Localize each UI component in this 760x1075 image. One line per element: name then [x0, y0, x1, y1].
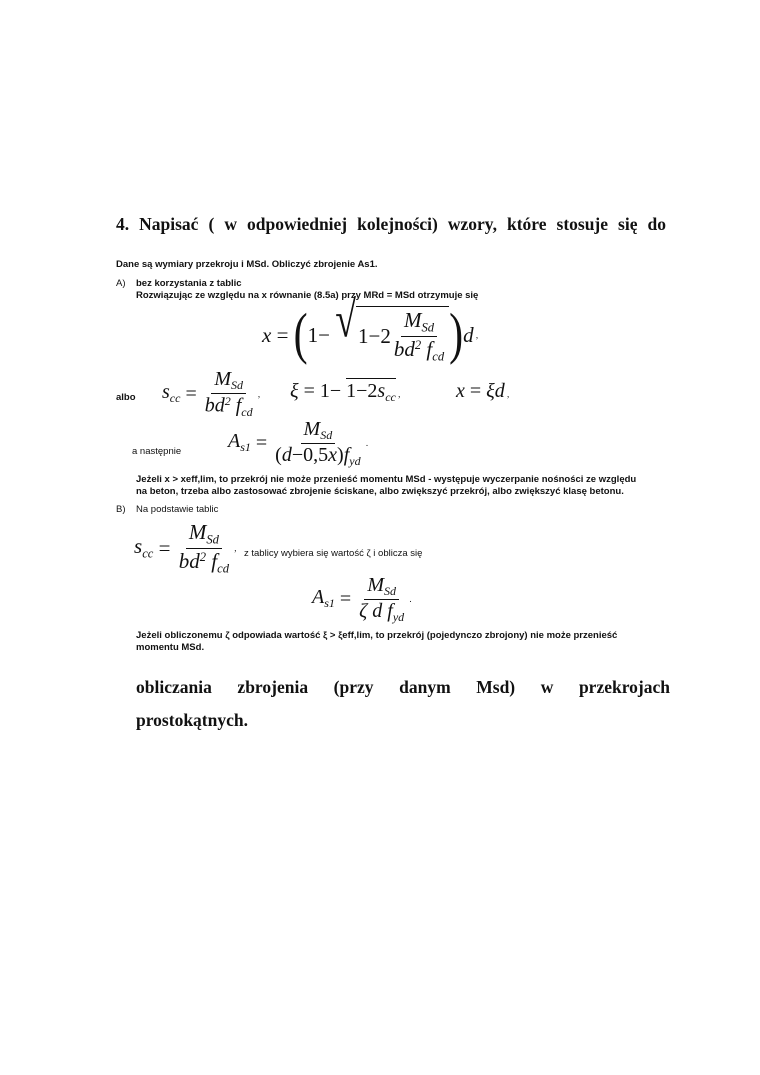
note-line-1: Jeżeli obliczonemu ζ odpowiada wartość ξ > ξeff,lim, to przekrój (pojedynczo zbrojony) nie może przenieść: [136, 630, 618, 641]
warning-line-2: na beton, trzeba albo zastosować zbrojenie ściskane, albo zwiększyć przekrój, albo zwiększyć klasę betonu.: [136, 486, 624, 497]
section-b-title: Na podstawie tablic: [136, 504, 219, 515]
formula-as1-table: $A_{s1}$ = $\frac{M_{Sd}}{\zeta d f_{yd}}$ .: [312, 573, 412, 624]
warning-line-1: Jeżeli x > xeff,lim, to przekrój nie może przenieść momentu MSd - występuje wyczerpanie nośności ze względu: [136, 474, 637, 485]
formula-x-xi-d: x = ξd ,: [456, 380, 510, 402]
note-line-2: momentu MSd.: [136, 642, 205, 653]
section-a-text: Rozwiązując ze względu na x równanie (8.5a) przy MRd = MSd otrzymuje się: [136, 290, 479, 301]
a-nastepnie-label: a następnie: [132, 446, 182, 457]
formula-scc: $s_{cc}$ = $\frac{M_{Sd}}{bd^2 f_{cd}}$ ,: [162, 368, 261, 419]
section-a-label: A): [116, 278, 126, 289]
formula-x-exact: x = ( 1− √ 1−2 $\frac{M_{Sd}}{bd^2 f_{cd}}$ ) d ,: [262, 292, 479, 367]
intro-line: Dane są wymiary przekroju i MSd. Obliczyć zbrojenie As1.: [116, 259, 378, 270]
table-text: z tablicy wybiera się wartość ζ i oblicza się: [244, 548, 423, 559]
formula-scc-table: $s_{cc}$ = $\frac{M_{Sd}}{bd^2 f_{cd}}$ ,: [134, 519, 237, 575]
question-title: 4. Napisać ( w odpowiedniej kolejności) wzory, które stosuje się do: [116, 214, 666, 234]
question-continuation-line-2: prostokątnych.: [136, 710, 248, 730]
section-a-title: bez korzystania z tablic: [136, 278, 242, 289]
section-b-label: B): [116, 504, 126, 515]
question-continuation-line-1: obliczania zbrojenia (przy danym Msd) w przekrojach: [136, 677, 670, 697]
formula-as1-exact: $A_{s1}$ = $\frac{M_{Sd}}{(d-0,5x)f_{yd}}$ .: [228, 417, 369, 468]
albo-label: albo: [116, 392, 136, 403]
formula-xi: $\xi = 1- 1-2s_{cc}$ ,: [290, 380, 401, 405]
